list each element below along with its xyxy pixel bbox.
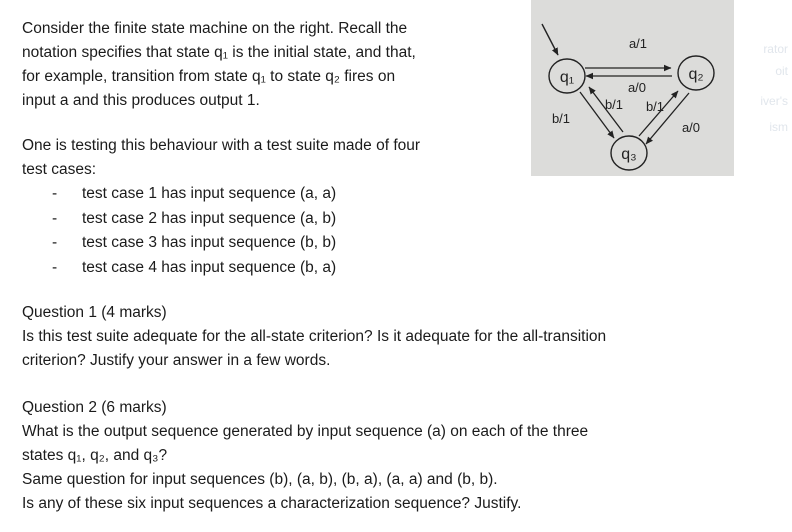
initial-arrow xyxy=(542,24,558,55)
margin-fragment: rator xyxy=(763,42,788,56)
list-item xyxy=(52,256,336,281)
question-2-line: Is any of these six input sequences a characterization sequence? Justify. xyxy=(22,495,522,512)
question-2-title: Question 2 (6 marks) xyxy=(22,399,167,416)
suite-line: test cases: xyxy=(22,161,97,178)
intro-line: for example, transition from state q₁ to state q₂ fires on xyxy=(22,68,396,85)
intro-line: notation specifies that state q₁ is the initial state, and that, xyxy=(22,44,416,61)
question-2-line: Same question for input sequences (b), (a, b), (b, a), (a, a) and (b, b). xyxy=(22,471,498,488)
fsm-diagram xyxy=(531,0,734,176)
suite-line: One is testing this behaviour with a test suite made of four xyxy=(22,137,421,154)
question-1 xyxy=(22,301,606,373)
question-1-line: Is this test suite adequate for the all-state criterion? Is it adequate for the all-transition xyxy=(22,328,607,345)
question-1-line: criterion? Justify your answer in a few words. xyxy=(22,352,331,369)
test-case-text: test case 3 has input sequence (b, b) xyxy=(82,234,337,251)
bullet-dash: - xyxy=(52,185,58,202)
test-case-text: test case 2 has input sequence (a, b) xyxy=(82,209,337,227)
bullet-dash: - xyxy=(52,209,58,227)
label-q3-q1: b/1 xyxy=(604,97,624,112)
question-1-title: Question 1 (4 marks) xyxy=(22,304,167,321)
intro-line: Consider the finite state machine on the right. Recall the xyxy=(22,20,408,37)
intro-paragraph xyxy=(22,17,416,113)
margin-fragment: oit xyxy=(775,64,788,78)
margin-fragment: ism xyxy=(769,120,788,134)
label-q3-q2: b/1 xyxy=(645,99,665,114)
question-2-line: states q₁, q₂, and q₃? xyxy=(22,447,168,464)
bullet-dash: - xyxy=(52,258,58,276)
list-item xyxy=(52,231,336,256)
test-case-text: test case 1 has input sequence (a, a) xyxy=(82,185,337,202)
label-q2-q3: a/0 xyxy=(681,120,701,135)
list-item xyxy=(52,207,336,232)
margin-fragment: iver's xyxy=(760,94,788,108)
intro-line: input a and this produces output 1. xyxy=(22,92,260,109)
test-case-text: test case 4 has input sequence (b, a) xyxy=(82,258,337,276)
state-q1-label: q₁ xyxy=(559,69,575,86)
label-q2-q1: a/0 xyxy=(627,80,647,95)
test-case-list xyxy=(52,182,336,280)
fsm-svg xyxy=(531,0,734,176)
bullet-dash: - xyxy=(52,234,58,251)
question-2-line: What is the output sequence generated by input sequence (a) on each of the three xyxy=(22,423,589,440)
state-q2-label: q₂ xyxy=(688,66,704,83)
label-q1-q3: b/1 xyxy=(551,111,571,126)
label-q1-q2: a/1 xyxy=(628,36,648,51)
suite-paragraph xyxy=(22,134,420,182)
list-item xyxy=(52,182,336,207)
question-2 xyxy=(22,396,588,516)
state-q3-label: q₃ xyxy=(621,146,637,163)
